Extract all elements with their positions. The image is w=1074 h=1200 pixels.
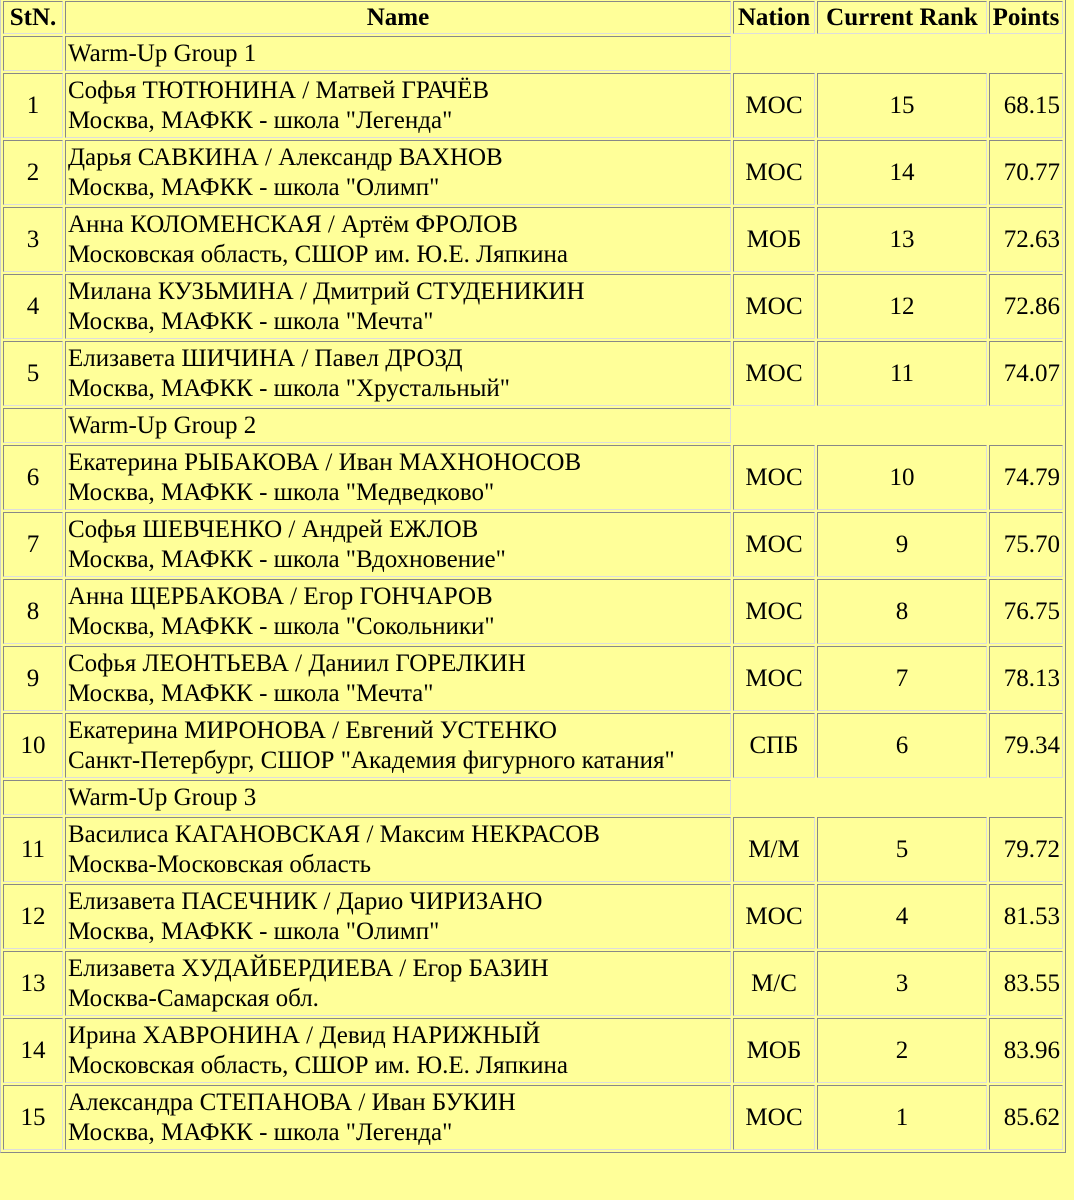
pair-names: Елизавета ПАСЕЧНИК / Дарио ЧИРИЗАНО [68, 887, 543, 915]
athlete-row [3, 817, 1063, 882]
current-rank: 5 [817, 817, 987, 882]
current-rank: 12 [817, 274, 987, 339]
points-value: 72.63 [989, 207, 1063, 272]
start-number: 6 [3, 445, 63, 510]
points-value: 74.79 [989, 445, 1063, 510]
athlete-row [3, 140, 1063, 205]
points-value: 76.75 [989, 579, 1063, 644]
start-number: 3 [3, 207, 63, 272]
points-value: 85.62 [989, 1085, 1063, 1150]
athlete-row [3, 713, 1063, 778]
pair-names: Милана КУЗЬМИНА / Дмитрий СТУДЕНИКИН [68, 277, 585, 305]
athlete-name-cell [65, 817, 731, 882]
current-rank: 1 [817, 1085, 987, 1150]
athlete-name-cell [65, 140, 731, 205]
start-number: 4 [3, 274, 63, 339]
pair-names: Софья ШЕВЧЕНКО / Андрей ЕЖЛОВ [68, 515, 479, 543]
athlete-row [3, 512, 1063, 577]
nation-code: МОС [733, 579, 815, 644]
points-value: 74.07 [989, 341, 1063, 406]
pair-names: Александра СТЕПАНОВА / Иван БУКИН [68, 1088, 516, 1116]
nation-code: МОБ [733, 207, 815, 272]
group-empty-cell [3, 36, 63, 71]
group-spacer-cell [733, 36, 1063, 71]
start-number: 14 [3, 1018, 63, 1083]
pair-names: Анна ЩЕРБАКОВА / Егор ГОНЧАРОВ [68, 582, 493, 610]
warmup-group-row [3, 408, 1063, 443]
current-rank: 9 [817, 512, 987, 577]
current-rank: 11 [817, 341, 987, 406]
nation-code: МОС [733, 445, 815, 510]
start-number: 12 [3, 884, 63, 949]
current-rank: 7 [817, 646, 987, 711]
points-value: 70.77 [989, 140, 1063, 205]
current-rank: 8 [817, 579, 987, 644]
club-name: Москва, МАФКК - школа "Мечта" [68, 679, 434, 707]
club-name: Москва, МАФКК - школа "Мечта" [68, 307, 434, 335]
header-name: Name [65, 1, 731, 34]
current-rank: 3 [817, 951, 987, 1016]
pair-names: Елизавета ХУДАЙБЕРДИЕВА / Егор БАЗИН [68, 954, 549, 982]
pair-names: Анна КОЛОМЕНСКАЯ / Артём ФРОЛОВ [68, 210, 518, 238]
points-value: 75.70 [989, 512, 1063, 577]
athlete-row [3, 341, 1063, 406]
club-name: Московская область, СШОР им. Ю.Е. Ляпкина [68, 240, 569, 268]
athlete-row [3, 445, 1063, 510]
start-number: 15 [3, 1085, 63, 1150]
athlete-name-cell [65, 884, 731, 949]
club-name: Москва-Московская область [68, 850, 372, 878]
points-value: 79.72 [989, 817, 1063, 882]
start-number: 7 [3, 512, 63, 577]
nation-code: СПБ [733, 713, 815, 778]
points-value: 83.96 [989, 1018, 1063, 1083]
pair-names: Софья ЛЕОНТЬЕВА / Даниил ГОРЕЛКИН [68, 649, 526, 677]
start-number: 10 [3, 713, 63, 778]
athlete-name-cell [65, 951, 731, 1016]
start-number: 13 [3, 951, 63, 1016]
current-rank: 13 [817, 207, 987, 272]
header-stn: StN. [3, 1, 63, 34]
club-name: Санкт-Петербург, СШОР "Академия фигурного катания" [68, 746, 675, 774]
athlete-row [3, 274, 1063, 339]
athlete-row [3, 884, 1063, 949]
club-name: Москва, МАФКК - школа "Легенда" [68, 106, 453, 134]
points-value: 72.86 [989, 274, 1063, 339]
nation-code: МОС [733, 140, 815, 205]
athlete-name-cell [65, 713, 731, 778]
club-name: Московская область, СШОР им. Ю.Е. Ляпкина [68, 1051, 569, 1079]
group-spacer-cell [733, 408, 1063, 443]
nation-code: МОС [733, 1085, 815, 1150]
current-rank: 14 [817, 140, 987, 205]
athlete-name-cell [65, 207, 731, 272]
start-number: 8 [3, 579, 63, 644]
group-spacer-cell [733, 780, 1063, 815]
warmup-group-label: Warm-Up Group 2 [65, 408, 731, 443]
pair-names: Василиса КАГАНОВСКАЯ / Максим НЕКРАСОВ [68, 820, 600, 848]
current-rank: 2 [817, 1018, 987, 1083]
athlete-row [3, 1018, 1063, 1083]
nation-code: М/М [733, 817, 815, 882]
start-number: 2 [3, 140, 63, 205]
athlete-name-cell [65, 1085, 731, 1150]
pair-names: Дарья САВКИНА / Александр ВАХНОВ [68, 143, 503, 171]
athlete-name-cell [65, 73, 731, 138]
athlete-name-cell [65, 646, 731, 711]
warmup-group-label: Warm-Up Group 1 [65, 36, 731, 71]
current-rank: 15 [817, 73, 987, 138]
current-rank: 10 [817, 445, 987, 510]
warmup-group-row [3, 36, 1063, 71]
nation-code: М/С [733, 951, 815, 1016]
group-empty-cell [3, 780, 63, 815]
points-value: 78.13 [989, 646, 1063, 711]
pair-names: Елизавета ШИЧИНА / Павел ДРОЗД [68, 344, 463, 372]
nation-code: МОС [733, 73, 815, 138]
nation-code: МОБ [733, 1018, 815, 1083]
club-name: Москва-Самарская обл. [68, 984, 319, 1012]
club-name: Москва, МАФКК - школа "Медведково" [68, 478, 495, 506]
athlete-name-cell [65, 512, 731, 577]
nation-code: МОС [733, 341, 815, 406]
club-name: Москва, МАФКК - школа "Вдохновение" [68, 545, 506, 573]
pair-names: Екатерина МИРОНОВА / Евгений УСТЕНКО [68, 716, 557, 744]
warmup-group-label: Warm-Up Group 3 [65, 780, 731, 815]
club-name: Москва, МАФКК - школа "Олимп" [68, 173, 440, 201]
athlete-row [3, 951, 1063, 1016]
athlete-name-cell [65, 341, 731, 406]
header-row [3, 1, 1063, 34]
athlete-name-cell [65, 274, 731, 339]
pair-names: Екатерина РЫБАКОВА / Иван МАХНОНОСОВ [68, 448, 582, 476]
nation-code: МОС [733, 884, 815, 949]
athlete-row [3, 207, 1063, 272]
pair-names: Софья ТЮТЮНИНА / Матвей ГРАЧЁВ [68, 76, 490, 104]
nation-code: МОС [733, 274, 815, 339]
club-name: Москва, МАФКК - школа "Олимп" [68, 917, 440, 945]
athlete-row [3, 579, 1063, 644]
athlete-row [3, 73, 1063, 138]
nation-code: МОС [733, 646, 815, 711]
current-rank: 4 [817, 884, 987, 949]
header-nation: Nation [733, 1, 815, 34]
group-empty-cell [3, 408, 63, 443]
results-body [3, 36, 1063, 1150]
club-name: Москва, МАФКК - школа "Хрустальный" [68, 374, 511, 402]
club-name: Москва, МАФКК - школа "Легенда" [68, 1118, 453, 1146]
athlete-name-cell [65, 1018, 731, 1083]
points-value: 68.15 [989, 73, 1063, 138]
header-rank: Current Rank [817, 1, 987, 34]
start-number: 11 [3, 817, 63, 882]
start-number: 9 [3, 646, 63, 711]
pair-names: Ирина ХАВРОНИНА / Девид НАРИЖНЫЙ [68, 1021, 541, 1049]
points-value: 81.53 [989, 884, 1063, 949]
points-value: 79.34 [989, 713, 1063, 778]
warmup-group-row [3, 780, 1063, 815]
header-points: Points [989, 1, 1063, 34]
athlete-name-cell [65, 579, 731, 644]
nation-code: МОС [733, 512, 815, 577]
points-value: 83.55 [989, 951, 1063, 1016]
athlete-name-cell [65, 445, 731, 510]
athlete-row [3, 1085, 1063, 1150]
athlete-row [3, 646, 1063, 711]
current-rank: 6 [817, 713, 987, 778]
start-number: 1 [3, 73, 63, 138]
club-name: Москва, МАФКК - школа "Сокольники" [68, 612, 495, 640]
start-number: 5 [3, 341, 63, 406]
